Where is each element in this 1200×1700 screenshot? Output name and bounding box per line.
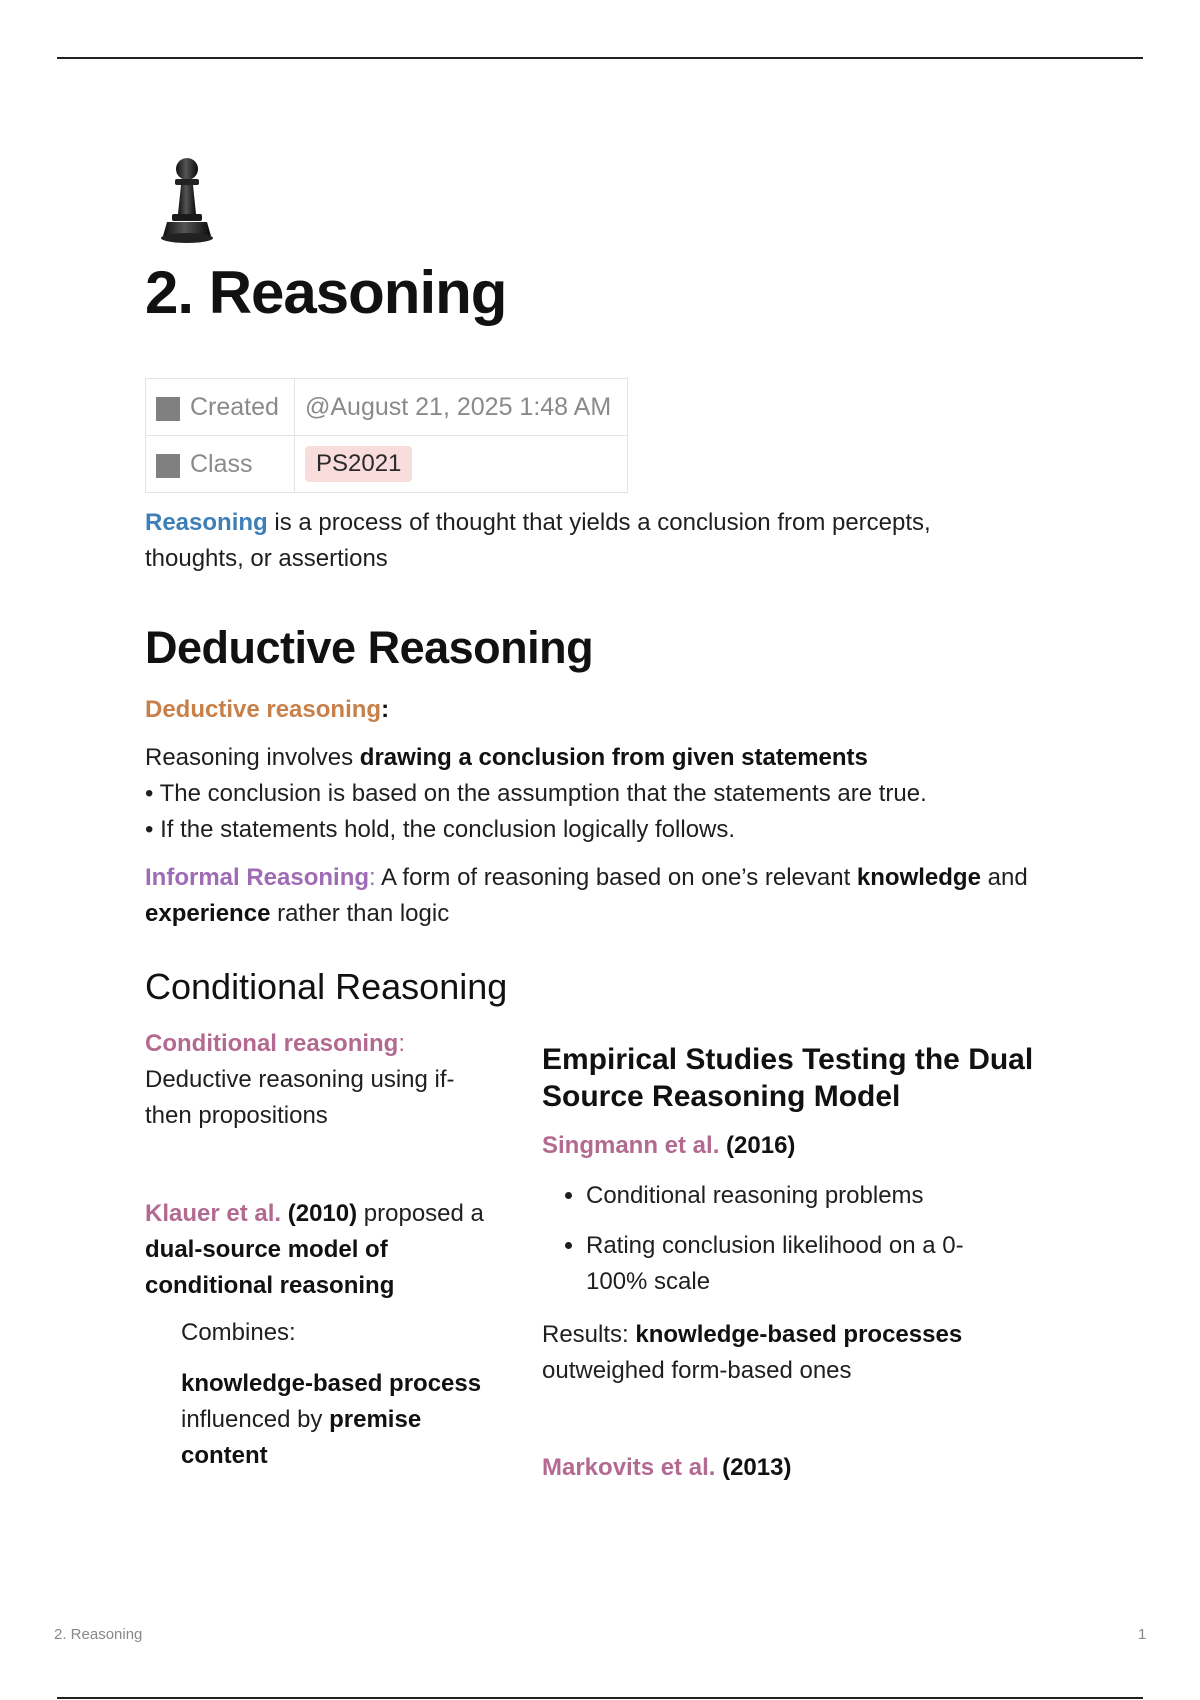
class-tag[interactable]: PS2021 (305, 446, 412, 482)
conditional-heading: Conditional Reasoning (145, 966, 508, 1007)
conditional-definition: Conditional reasoning: Deductive reasoning using if-then propositions (145, 1030, 455, 1129)
header-rule (57, 57, 1143, 59)
page-number: 1 (1138, 1626, 1147, 1643)
deductive-bullet: • If the statements hold, the conclusion logically follows. (145, 816, 736, 843)
singmann-bullets (542, 1178, 1022, 1314)
list-item: • Conditional reasoning problems (586, 1178, 1022, 1214)
property-row-class (146, 436, 628, 493)
footer-rule (57, 1697, 1143, 1699)
page-title: 2. Reasoning (145, 259, 507, 326)
chess-pawn-icon (155, 156, 219, 246)
property-key[interactable]: Created (146, 379, 295, 436)
klauer-paragraph: Klauer et al. (2010) proposed a dual-source model of conditional reasoning (145, 1200, 484, 1299)
deductive-body (145, 740, 1045, 848)
property-value[interactable]: @August 21, 2025 1:48 AM (295, 379, 628, 436)
knowledge-process-paragraph: knowledge-based process influenced by premise content (181, 1370, 482, 1469)
properties-table (145, 378, 628, 493)
empirical-heading: Empirical Studies Testing the Dual Source Reasoning Model (542, 1043, 1034, 1113)
property-row-created (146, 379, 628, 436)
combines-label: Combines: (181, 1319, 296, 1346)
markovits-citation: Markovits et al. (2013) (542, 1454, 792, 1481)
deductive-label: Deductive reasoning: (145, 696, 390, 723)
property-key[interactable]: Class (146, 436, 295, 493)
deductive-heading: Deductive Reasoning (145, 622, 594, 673)
deductive-line: Reasoning involves drawing a conclusion from given statements (145, 744, 868, 771)
reasoning-term: Reasoning (145, 509, 268, 536)
informal-paragraph: Informal Reasoning: A form of reasoning based on one’s relevant knowledge and experience rather than logic (145, 864, 1028, 927)
property-icon (156, 454, 180, 478)
singmann-citation: Singmann et al. (2016) (542, 1132, 796, 1159)
property-value[interactable] (295, 436, 628, 493)
list-item: • Rating conclusion likelihood on a 0-100% scale (586, 1228, 1022, 1300)
deductive-bullet: • The conclusion is based on the assumption that the statements are true. (145, 780, 927, 807)
footer-title: 2. Reasoning (54, 1626, 143, 1643)
intro-paragraph: Reasoning is a process of thought that yields a conclusion from percepts, thoughts, or assertions (145, 509, 931, 572)
results-paragraph: Results: knowledge-based processes outweighed form-based ones (542, 1321, 963, 1384)
property-icon (156, 397, 180, 421)
